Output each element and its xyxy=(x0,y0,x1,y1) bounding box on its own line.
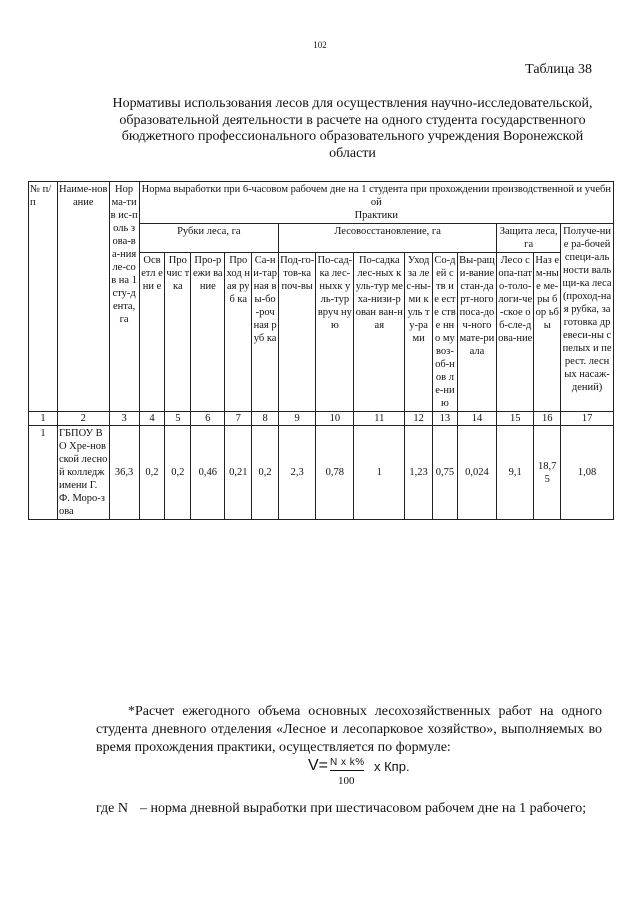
column-number-row xyxy=(29,412,614,426)
header-name: Наиме-нование xyxy=(57,182,109,412)
header-felling: Рубки леса, га xyxy=(139,224,278,253)
column-number: 12 xyxy=(405,412,433,426)
norms-table xyxy=(28,181,614,520)
table-cell: 0,2 xyxy=(165,426,191,520)
column-number: 14 xyxy=(457,412,496,426)
column-number: 11 xyxy=(354,412,405,426)
header-sub: Вы-ращи-вание стан-дарт-ного поса-доч-ного мате-риала xyxy=(457,253,496,412)
row-number: 1 xyxy=(29,426,58,520)
header-sub: Со-дей ств ие есте стве нно му воз-об-нов ле-нию xyxy=(433,253,458,412)
footnote-paragraph: *Расчет ежегодного объема основных лесохозяйственных работ на одного студента дневного отделения «Лесное и лесопарковое хозяйство», выполняемых во время прохождения практики, осуществляется по формуле: xyxy=(96,704,602,755)
header-sub: Наз ем-ные ме-ры бор ьбы xyxy=(534,253,561,412)
formula-lhs: V= xyxy=(308,757,329,774)
table-cell: 0,75 xyxy=(433,426,458,520)
column-number: 16 xyxy=(534,412,561,426)
where-term: где N xyxy=(96,801,128,816)
column-number: 10 xyxy=(316,412,354,426)
column-number: 4 xyxy=(139,412,165,426)
table-cell: 0,78 xyxy=(316,426,354,520)
header-norm: Нор ма-тив ис-поль зова-ва-ния ле-сов на 1 сту-дента, га xyxy=(109,182,139,412)
table-cell: 1,08 xyxy=(561,426,614,520)
header-sub: Про ход ная руб ка xyxy=(225,253,252,412)
header-sub: По-садка лес-ных куль-тур меха-низи-рован ван-ная xyxy=(354,253,405,412)
table-cell: 36,3 xyxy=(109,426,139,520)
where-definition xyxy=(96,800,602,818)
column-number: 7 xyxy=(225,412,252,426)
column-number: 15 xyxy=(497,412,534,426)
formula-numerator: N x k% xyxy=(330,757,365,768)
row-institution-name: ГБПОУ ВО Хре-новской лесной колледж имени Г. Ф. Моро-зова xyxy=(57,426,109,520)
table-cell: 0,2 xyxy=(252,426,279,520)
header-practice: Практики xyxy=(354,210,398,221)
header-sub: Под-го-тов-ка поч-вы xyxy=(279,253,316,412)
header-sub: Са-ни-тар ная вы-бо-роч ная руб ка xyxy=(252,253,279,412)
column-number: 2 xyxy=(57,412,109,426)
column-number: 8 xyxy=(252,412,279,426)
header-sub: Уход за лес-ны-ми куль ту-рами xyxy=(405,253,433,412)
header-rate xyxy=(139,182,613,224)
table-cell: 0,46 xyxy=(191,426,225,520)
header-rate-text: Норма выработки при 6-часовом рабочем дне на 1 студента при прохождении производственной и учебной xyxy=(141,184,611,208)
header-protection: Защита леса, га xyxy=(497,224,561,253)
column-number: 1 xyxy=(29,412,58,426)
page-number: 102 xyxy=(313,40,327,50)
table-cell: 2,3 xyxy=(279,426,316,520)
header-num: № п/п xyxy=(29,182,58,412)
column-number: 9 xyxy=(279,412,316,426)
where-description: – норма дневной выработки при шестичасовом рабочем дне на 1 рабочего; xyxy=(140,801,587,816)
header-sub: По-сад-ка лес-ныхк уль-тур вруч ную xyxy=(316,253,354,412)
table-cell: 1 xyxy=(354,426,405,520)
fraction-bar xyxy=(330,770,364,771)
column-number: 17 xyxy=(561,412,614,426)
table-number: Таблица 38 xyxy=(525,62,592,77)
header-sub: Осв етл ени е xyxy=(139,253,165,412)
table-cell: 0,024 xyxy=(457,426,496,520)
column-number: 13 xyxy=(433,412,458,426)
formula xyxy=(308,757,438,791)
table-cell: 0,2 xyxy=(139,426,165,520)
formula-denominator: 100 xyxy=(338,775,355,787)
header-sub: Лесо сопа-пато-толо-логи-че-ское об-сле-дова-ние xyxy=(497,253,534,412)
column-number: 6 xyxy=(191,412,225,426)
header-row-1 xyxy=(29,182,614,224)
formula-tail: x Кпр. xyxy=(374,759,410,774)
table-cell: 1,23 xyxy=(405,426,433,520)
table-cell: 0,21 xyxy=(225,426,252,520)
header-reforestation: Лесовосстановление, га xyxy=(279,224,497,253)
header-sub: Про чис тка xyxy=(165,253,191,412)
column-number: 3 xyxy=(109,412,139,426)
header-sub: Про-режи вание xyxy=(191,253,225,412)
table-row xyxy=(29,426,614,520)
table-cell: 18,7 5 xyxy=(534,426,561,520)
header-wood-cutter: Получе-ние ра-бочей специ-альности вальщи-ка леса (проход-ная рубка, заготовка древеси-ны спелых и перест. лесных насаж-дений) xyxy=(561,224,614,412)
table-cell: 9,1 xyxy=(497,426,534,520)
column-number: 5 xyxy=(165,412,191,426)
document-title: Нормативы использования лесов для осуществления научно-исследовательской, образовательной деятельности в расчете на одного студента государственного бюджетного профессионального образовательного учреждения Воронежской области xyxy=(112,96,593,161)
